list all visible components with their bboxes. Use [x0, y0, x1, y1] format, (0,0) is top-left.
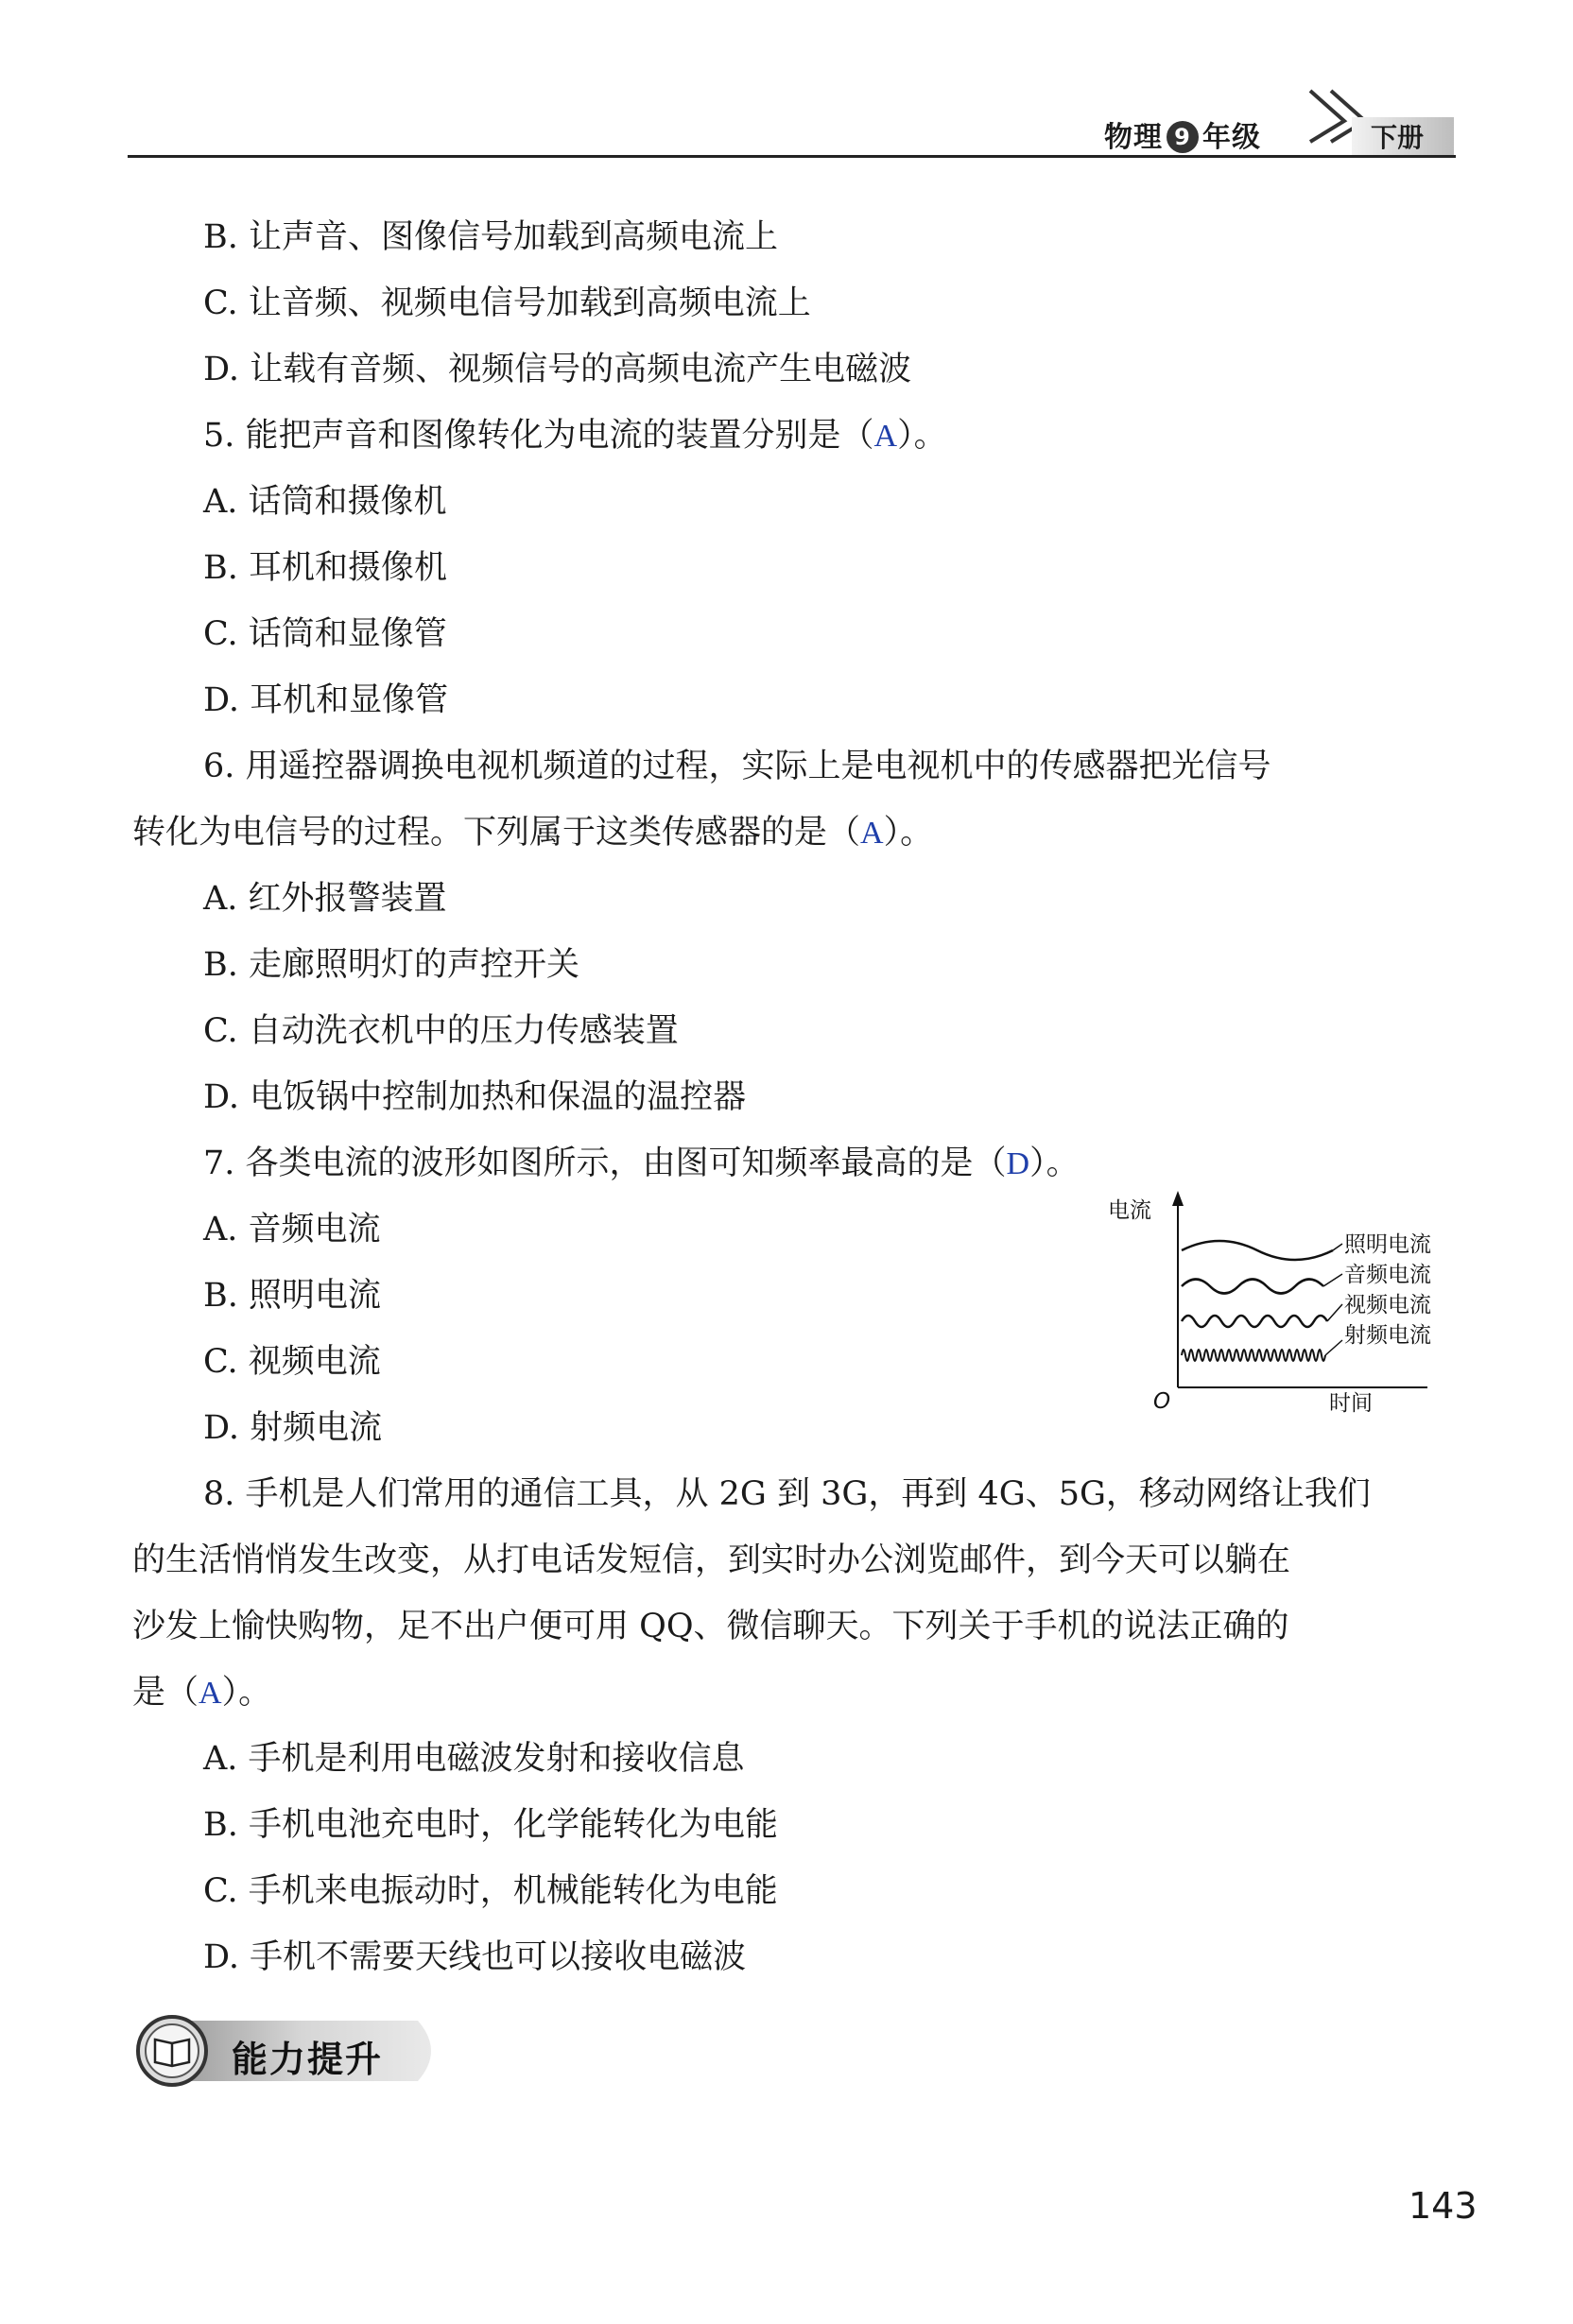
- question-6-cont: 转化为电信号的过程。下列属于这类传感器的是（A）。: [132, 814, 934, 852]
- series-label: 音频电流: [1344, 1263, 1431, 1287]
- section-title: 能力提升: [232, 2039, 384, 2080]
- question-8-cont: 的生活悄悄发生改变，从打电话发短信，到实时办公浏览邮件，到今天可以躺在: [132, 1541, 1291, 1579]
- volume-label: 下册: [1371, 122, 1425, 153]
- question-5: 5. 能把声音和图像转化为电流的装置分别是（A）。: [203, 417, 947, 455]
- series-label: 射频电流: [1344, 1323, 1431, 1348]
- question-8-cont: 是（A）。: [132, 1674, 272, 1712]
- text-line: C. 让音频、视频电信号加载到高频电流上: [203, 284, 811, 322]
- option-line: B. 照明电流: [203, 1277, 381, 1315]
- option-line: C. 自动洗衣机中的压力传感装置: [203, 1012, 679, 1050]
- wave-audio: [1182, 1280, 1323, 1294]
- waveform-figure: [1106, 1189, 1446, 1416]
- option-line: C. 视频电流: [203, 1343, 381, 1381]
- question-6: 6. 用遥控器调换电视机频道的过程，实际上是电视机中的传感器把光信号: [203, 748, 1271, 785]
- option-line: D. 手机不需要天线也可以接收电磁波: [203, 1938, 747, 1976]
- book-icon: [155, 2040, 189, 2066]
- answer-mark: A: [860, 816, 884, 851]
- option-line: D. 耳机和显像管: [203, 681, 449, 719]
- option-line: D. 射频电流: [203, 1409, 383, 1447]
- wave-rf: [1182, 1350, 1325, 1361]
- answer-mark: A: [873, 419, 898, 454]
- x-axis-label: 时间: [1329, 1391, 1373, 1416]
- option-line: B. 手机电池充电时，化学能转化为电能: [203, 1806, 778, 1844]
- option-line: C. 话筒和显像管: [203, 615, 447, 653]
- option-line: B. 耳机和摄像机: [203, 549, 447, 587]
- label-leader: [1323, 1244, 1342, 1355]
- page-number: 143: [1409, 2185, 1478, 2227]
- wave-lighting: [1182, 1241, 1333, 1260]
- series-label: 视频电流: [1344, 1293, 1431, 1317]
- answer-mark: D: [1006, 1146, 1030, 1181]
- question-8-cont: 沙发上愉快购物，足不出户便可用 QQ、微信聊天。下列关于手机的说法正确的: [132, 1608, 1289, 1645]
- option-line: D. 电饭锅中控制加热和保温的温控器: [203, 1078, 747, 1116]
- option-line: B. 走廊照明灯的声控开关: [203, 946, 579, 984]
- option-line: A. 手机是利用电磁波发射和接收信息: [203, 1740, 745, 1778]
- question-8: 8. 手机是人们常用的通信工具，从 2G 到 3G，再到 4G、5G，移动网络让我们: [203, 1475, 1371, 1513]
- y-axis-label: 电流: [1108, 1198, 1151, 1223]
- answer-mark: A: [199, 1676, 222, 1711]
- origin-label: O: [1153, 1389, 1171, 1414]
- option-line: C. 手机来电振动时，机械能转化为电能: [203, 1872, 778, 1910]
- option-line: A. 话筒和摄像机: [203, 483, 447, 521]
- y-axis-arrow: [1172, 1191, 1184, 1206]
- text-line: D. 让载有音频、视频信号的高频电流产生电磁波: [203, 351, 912, 388]
- option-line: A. 红外报警装置: [203, 880, 447, 918]
- header-subject: 物理 9 年级: [1104, 121, 1261, 154]
- grade-badge: 9: [1167, 121, 1199, 153]
- series-label: 照明电流: [1344, 1232, 1431, 1257]
- text-line: B. 让声音、图像信号加载到高频电流上: [203, 218, 778, 256]
- option-line: A. 音频电流: [203, 1211, 381, 1248]
- wave-video: [1182, 1316, 1327, 1327]
- question-7: 7. 各类电流的波形如图所示，由图可知频率最高的是（D）。: [203, 1145, 1080, 1182]
- header-rule: [128, 155, 1456, 158]
